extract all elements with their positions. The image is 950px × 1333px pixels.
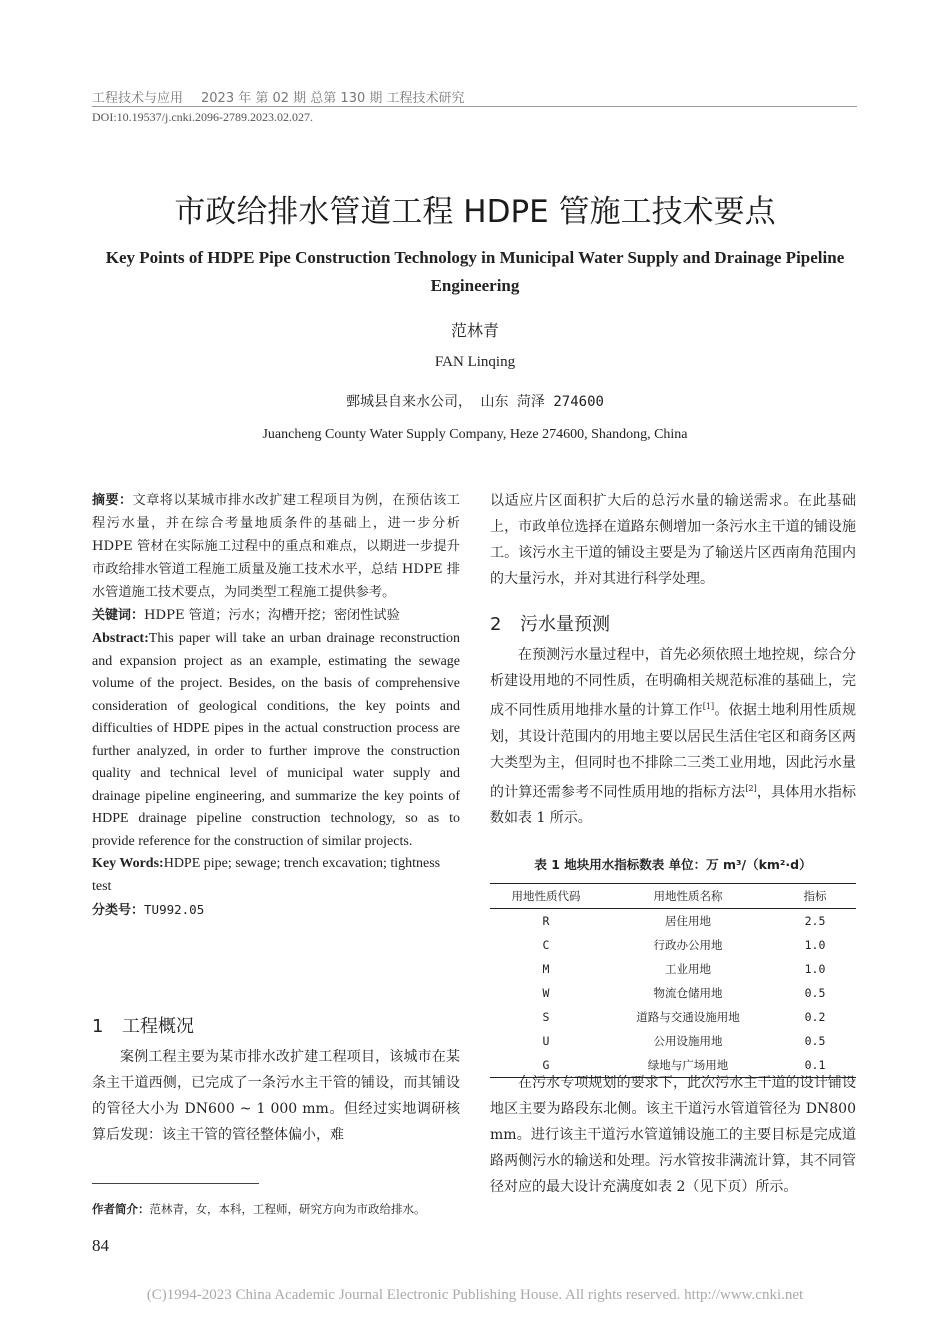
- author-footnote: [92, 1201, 426, 1217]
- table-cell: W: [542, 986, 550, 1000]
- author-en: FAN Linqing: [434, 354, 516, 370]
- after-table-body: [490, 1070, 856, 1200]
- table-cell: S: [542, 1010, 550, 1024]
- affiliation-en: Juancheng County Water Supply Company, Heze 274600, Shandong, China: [262, 427, 688, 442]
- table-cell: 1.0: [804, 938, 826, 952]
- section-2-title: 污水量预测: [520, 614, 610, 635]
- abstract-label: 摘要：: [92, 493, 133, 508]
- table-1-caption: 表 1 地块用水指标数表 单位：万 m³/（km²·d）: [534, 857, 812, 872]
- paper-title: 市政给排水管道工程 HDPE 管施工技术要点: [174, 194, 776, 230]
- journal-name: 工程技术与应用: [92, 91, 184, 106]
- table-cell: G: [490, 1053, 602, 1078]
- table-cell: 0.5: [804, 1034, 826, 1048]
- issue-info: 2023 年 第 02 期 总第 130 期 工程技术研究: [201, 91, 465, 106]
- table-cell: C: [542, 938, 550, 952]
- section-2-body: [490, 642, 856, 831]
- keywords-en: [92, 853, 460, 898]
- class-value: TU992.05: [144, 902, 205, 917]
- water-index-table: [490, 883, 856, 1078]
- continued-paragraph: 以适应片区面积扩大后的总污水量的输送需求。在此基础上，市政单位选择在道路东侧增加一条污水主干道的铺设施工。该污水主干道的铺设主要是为了输送片区西南角范围内的大量污水，并对其进行科学处理。: [490, 493, 856, 587]
- table-cell: M: [542, 962, 550, 976]
- table-1: [490, 883, 856, 1078]
- table-cell: 0.1: [774, 1053, 856, 1078]
- table-cell: 绿地与广场用地: [602, 1053, 774, 1078]
- table-cell: 行政办公用地: [653, 938, 723, 952]
- keywords-cn: [92, 604, 460, 627]
- table-row: [490, 933, 856, 957]
- abstract-cn: [92, 489, 460, 604]
- header-rule: [92, 106, 857, 107]
- table-cell: 0.2: [804, 1010, 826, 1024]
- section-2-text-b: 。依据土地利用性质规划，其设计范围内的用地主要以居民生活住宅区和商务区两大类型为主，但同时也不排除二三类工业用地，因此污水量的计算还需参考不同性质用地的指标方法: [490, 702, 857, 801]
- table-cell: 工业用地: [665, 962, 711, 976]
- section-1-number: 1: [92, 1016, 104, 1037]
- after-table-paragraph: 在污水专项规划的要求下，此次污水主干道的设计铺设地区主要为路段东北侧。该主干道污水管道管径为 DN800 mm。进行该主干道污水管道铺设施工的主要目标是完成道路两侧污水的输送和处理。污水管按非满流计算，其不同管径对应的最大设计充满度如表 2（见下页）所示。: [490, 1075, 856, 1195]
- table-cell: 居住用地: [665, 914, 711, 928]
- table-cell: 2.5: [804, 914, 826, 928]
- table-cell: 物流仓储用地: [653, 986, 723, 1000]
- reference-1: [1]: [702, 702, 715, 711]
- section-1-heading: [92, 1012, 460, 1038]
- abstract-en-label: Abstract:: [92, 631, 149, 646]
- paper-title-en: Key Points of HDPE Pipe Construction Technology in Municipal Water Supply and Drainage Pipeline Engineering: [105, 248, 845, 295]
- page-number: 84: [92, 1236, 109, 1255]
- table-header-cell: 用地性质代码: [490, 884, 602, 909]
- table-header-cell: 指标: [774, 884, 856, 909]
- class-number: [92, 898, 460, 922]
- table-row: [490, 1029, 856, 1053]
- affiliation: 鄄城县自来水公司， 山东 菏泽 274600: [346, 394, 604, 410]
- abstract-block: [92, 489, 460, 922]
- journal-header: [92, 87, 465, 106]
- keywords-en-text: HDPE pipe; sewage; trench excavation; tightness test: [92, 856, 441, 894]
- section-2-number: 2: [490, 614, 502, 635]
- keywords-label: 关键词：: [92, 608, 145, 623]
- section-2-text-a: 在预测污水量过程中，首先必须依照土地控规，综合分析建设用地的不同性质，在明确相关规范标准的基础上，完成不同性质用地排水量的计算工作: [490, 647, 856, 719]
- footnote-text: 范林青，女，本科，工程师，研究方向为市政给排水。: [149, 1202, 426, 1216]
- table-row: [490, 1005, 856, 1029]
- table-row: [490, 957, 856, 981]
- abstract-en: [92, 628, 460, 853]
- table-cell: 公用设施用地: [653, 1034, 723, 1048]
- table-cell: 0.5: [804, 986, 826, 1000]
- section-2-text-c: ，具体用水指标数如表 1 所示。: [490, 784, 857, 827]
- footnote-rule: [92, 1183, 259, 1184]
- author: 范林青: [450, 321, 499, 340]
- keywords-en-label: Key Words:: [92, 856, 164, 871]
- section-1-title: 工程概况: [122, 1016, 194, 1037]
- abstract-en-text: This paper will take an urban drainage reconstruction and expansion project as an example, estimating the sewage volume of the project. Besides, on the basis of comprehensive consideration of geological conditions, the key points and difficulties of HDPE pipes in the actual construction process are further analyzed, in order to further improve the construction quality and technical level of municipal water supply and drainage pipeline engineering, and summarize the key points of HDPE drainage pipeline construction technology, so as to provide reference for the construction of similar projects.: [92, 631, 460, 849]
- keywords-text: HDPE 管道；污水；沟槽开挖；密闭性试验: [144, 608, 400, 623]
- right-continued-text: [490, 488, 856, 592]
- doi: DOI:10.19537/j.cnki.2096-2789.2023.02.027.: [92, 110, 313, 124]
- table-row: [490, 981, 856, 1005]
- section-1-paragraph: 案例工程主要为某市排水改扩建工程项目，该城市在某条主干道西侧，已完成了一条污水主干管的铺设，而其铺设的管径大小为 DN600 ~ 1 000 mm。但经过实地调研核算后发现：该主干管的管径整体偏小，难: [92, 1049, 460, 1143]
- reference-2: [2]: [745, 783, 757, 793]
- section-1-body: [92, 1044, 460, 1148]
- table-row: [490, 909, 856, 934]
- footnote-label: 作者简介：: [92, 1202, 150, 1216]
- copyright-watermark: (C)1994-2023 China Academic Journal Electronic Publishing House. All rights reserved. http://www.cnki.net: [146, 1287, 804, 1303]
- section-2-paragraph: [490, 642, 856, 831]
- table-cell: U: [542, 1034, 550, 1048]
- section-2-heading: [490, 610, 856, 636]
- abstract-text: 文章将以某城市排水改扩建工程项目为例，在预估该工程污水量，并在综合考量地质条件的基础上，进一步分析 HDPE 管材在实际施工过程中的重点和难点，以期进一步提升市政给排水管道工程施工质量及施工技术水平，总结 HDPE 排水管道施工技术要点，为同类型工程施工提供参考。: [92, 493, 460, 600]
- table-cell: 道路与交通设施用地: [636, 1010, 740, 1024]
- table-header-row: [490, 884, 856, 909]
- table-header-cell: 用地性质名称: [602, 884, 774, 909]
- table-cell: 1.0: [804, 962, 826, 976]
- table-cell: R: [542, 914, 550, 928]
- class-label: 分类号：: [92, 903, 145, 918]
